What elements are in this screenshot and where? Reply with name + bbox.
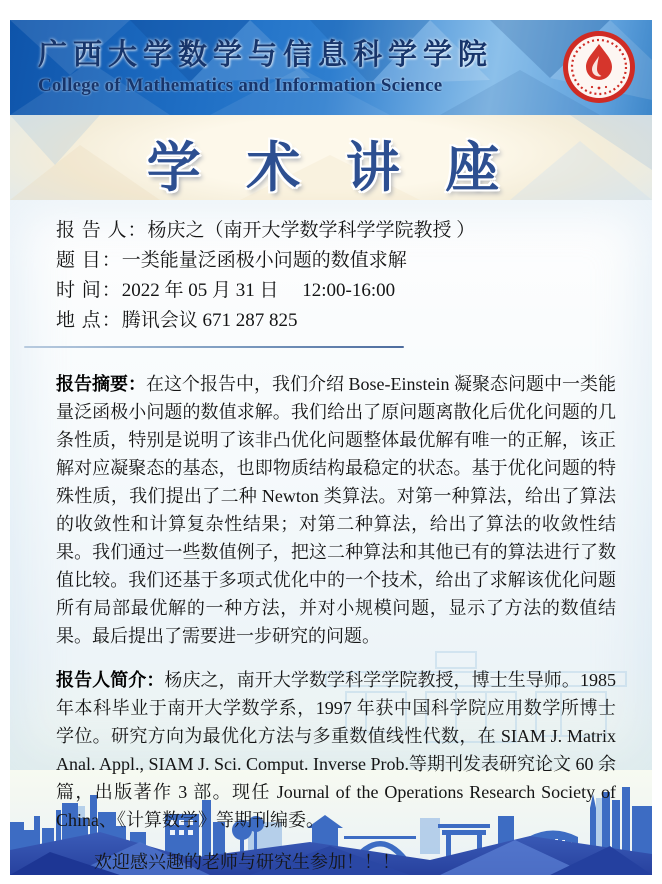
venue-label: 地 点：	[56, 310, 122, 331]
time-value: 2022 年 05 月 31 日 12:00-16:00	[121, 280, 396, 301]
header-band	[10, 20, 652, 115]
speaker-value: 杨庆之（南开大学数学科学学院教授 ）	[147, 220, 476, 241]
university-seal-logo	[562, 30, 636, 104]
content-area	[10, 200, 652, 872]
time-label: 时 间：	[56, 280, 122, 301]
venue-value: 腾讯会议 671 287 825	[121, 310, 298, 331]
bio-label: 报告人简介：	[56, 670, 165, 690]
info-row-venue	[56, 306, 616, 336]
welcome-line: 欢迎感兴趣的老师与研究生参加！！！	[94, 852, 400, 872]
info-row-speaker	[56, 216, 616, 246]
section-divider-line	[24, 346, 404, 348]
bio-text: 杨庆之，南开大学数学科学学院教授，博士生导师。1985 年本科毕业于南开大学数学系，1997 年获中国科学院应用数学所博士学位。研究方向为最优化方法与多重数值线性代数，在 SIAM J. Matrix Anal. Appl., SIAM J. Sci. Comput. Inverse Prob.等期刊发表研究论文 60 余篇，出版著作 3 部。现任 Journal of the Operations Research Society of China、《计算数学》等期刊编委。	[56, 670, 617, 830]
abstract-text: 在这个报告中，我们介绍 Bose-Einstein 凝聚态问题中一类能量泛函极小问题的数值求解。我们给出了原问题离散化后优化问题的几条性质，特别是说明了该非凸优化问题整体最优解有唯一的正解，该正解对应凝聚态的基态，也即物质结构最稳定的状态。基于优化问题的特殊性质，我们提出了二种 Newton 类算法。对第一种算法，给出了算法的收敛性和计算复杂性结果；对第二种算法，给出了算法的收敛性结果。我们通过一些数值例子，把这二种算法和其他已有的算法进行了数值比较。我们还基于多项式优化中的一个技术，给出了求解该优化问题所有局部最优解的一种方法，并对小规模问题，显示了方法的数值结果。最后提出了需要进一步研究的问题。	[56, 374, 617, 646]
abstract-paragraph	[56, 370, 616, 650]
abstract-label: 报告摘要：	[56, 374, 147, 394]
speaker-label: 报 告 人：	[56, 220, 148, 241]
college-name-cn: 广西大学数学与信息科学学院	[38, 39, 494, 71]
topic-label: 题 目：	[56, 250, 122, 271]
college-name-en: College of Mathematics and Information Science	[38, 75, 443, 96]
info-row-time	[56, 276, 616, 306]
banner-band	[10, 115, 652, 200]
topic-value: 一类能量泛函极小问题的数值求解	[121, 250, 407, 271]
lecture-series-title: 学 术 讲 座	[146, 138, 516, 198]
info-row-topic	[56, 246, 616, 276]
bio-paragraph	[56, 666, 616, 834]
lecture-poster	[10, 20, 652, 875]
lecture-info	[10, 200, 652, 336]
